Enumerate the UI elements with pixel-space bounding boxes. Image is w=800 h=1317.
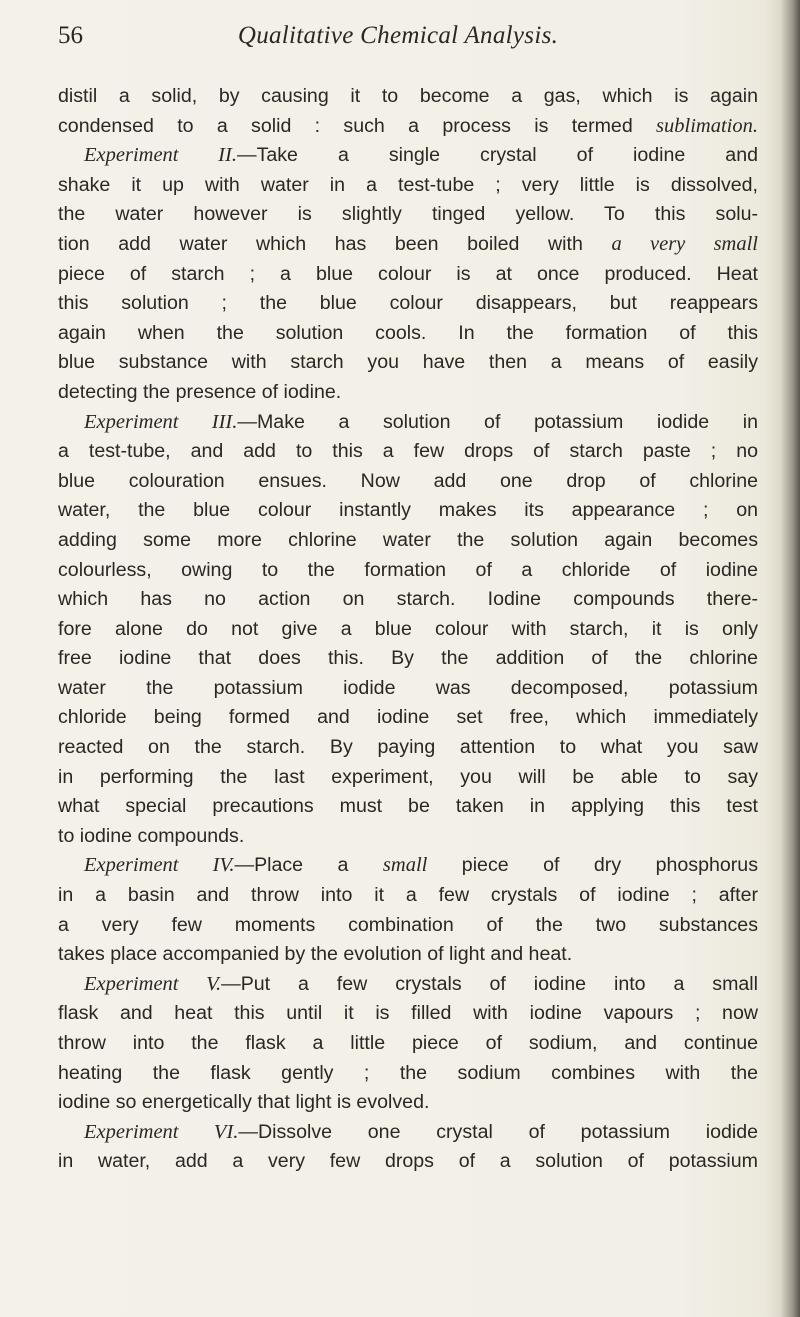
text-segment: again when the solution cools. In the formation of this — [58, 321, 758, 344]
text-line — [58, 1147, 758, 1177]
text-line — [58, 615, 758, 645]
italic-text: small — [382, 854, 428, 877]
text-line — [58, 141, 758, 171]
text-segment: adding some more chlorine water the solution again becomes — [58, 528, 758, 551]
text-segment: heating the flask gently ; the sodium combines with the — [58, 1061, 758, 1084]
italic-text: a very small — [611, 232, 758, 255]
text-line — [58, 171, 758, 201]
italic-text: Experiment IV. — [84, 854, 235, 877]
text-line — [58, 1118, 758, 1148]
text-segment: flask and heat this until it is filled with iodine vapours ; now — [58, 1002, 758, 1025]
text-line — [58, 970, 758, 1000]
page-header — [58, 22, 738, 62]
text-line — [58, 703, 758, 733]
text-segment: chloride being formed and iodine set free, which immediately — [58, 706, 758, 729]
text-line — [58, 437, 758, 467]
text-segment: takes place accompanied by the evolution of light and heat. — [58, 943, 573, 966]
text-segment: water the potassium iodide was decomposed, potassium — [58, 676, 758, 699]
text-line — [58, 289, 758, 319]
text-line — [58, 496, 758, 526]
text-segment: throw into the flask a little piece of sodium, and continue — [58, 1032, 758, 1054]
text-line — [58, 792, 758, 822]
page-gutter-shadow — [764, 0, 800, 1317]
italic-text: Experiment VI. — [84, 1120, 239, 1143]
text-segment: tion add water which has been boiled with — [58, 232, 612, 255]
text-segment: —Dissolve one crystal of potassium iodide — [238, 1120, 759, 1143]
text-segment: a very few moments combination of the two substances — [58, 913, 758, 936]
text-line — [58, 644, 758, 674]
text-line — [58, 319, 758, 349]
text-line — [58, 378, 758, 408]
text-segment: detecting the presence of iodine. — [58, 380, 342, 403]
text-line — [58, 822, 758, 852]
text-line — [58, 112, 758, 142]
text-line — [58, 260, 758, 290]
text-segment: iodine so energetically that light is evolved. — [58, 1091, 430, 1114]
text-line — [58, 526, 758, 556]
text-segment: what special precautions must be taken in applying this test — [58, 795, 758, 818]
text-segment: this solution ; the blue colour disappears, but reappears — [58, 292, 758, 315]
text-segment: —Put a few crystals of iodine into a small — [221, 972, 758, 995]
text-segment: the water however is slightly tinged yellow. To this solu- — [58, 203, 758, 226]
running-title: Qualitative Chemical Analysis. — [237, 22, 559, 49]
italic-text: Experiment III. — [84, 410, 238, 433]
text-segment: free iodine that does this. By the addition of the chlorine — [58, 647, 758, 670]
italic-text: Experiment II. — [84, 144, 237, 167]
text-segment: a test-tube, and add to this a few drops of starch paste ; no — [58, 440, 758, 463]
text-line — [58, 1088, 758, 1118]
text-line — [58, 348, 758, 378]
text-line — [58, 200, 758, 230]
body-text — [58, 82, 758, 1177]
text-line — [58, 585, 758, 615]
text-line — [58, 408, 758, 438]
text-line — [58, 881, 758, 911]
text-segment: condensed to a solid : such a process is termed — [58, 114, 657, 137]
italic-text: Experiment V. — [84, 972, 222, 995]
text-segment: in water, add a very few drops of a solution of potassium — [58, 1150, 758, 1173]
text-segment: —Take a single crystal of iodine and — [236, 144, 759, 167]
italic-text: sublimation. — [656, 114, 758, 137]
text-segment: piece of dry phosphorus — [427, 854, 758, 877]
text-line — [58, 911, 758, 941]
page-number: 56 — [58, 22, 83, 49]
text-line — [58, 1059, 758, 1089]
text-segment: —Make a solution of potassium iodide in — [237, 410, 758, 433]
text-line — [58, 733, 758, 763]
text-line — [58, 674, 758, 704]
text-line — [58, 230, 758, 260]
text-segment: which has no action on starch. Iodine compounds there- — [58, 588, 758, 611]
text-line — [58, 763, 758, 793]
text-segment: colourless, owing to the formation of a chloride of iodine — [58, 558, 758, 581]
text-line — [58, 851, 758, 881]
text-segment: in a basin and throw into it a few crystals of iodine ; after — [58, 884, 758, 907]
text-segment: —Place a — [234, 854, 383, 877]
text-segment: shake it up with water in a test-tube ; very little is dissolved, — [58, 173, 758, 196]
text-line — [58, 1029, 758, 1059]
text-segment: fore alone do not give a blue colour with starch, it is only — [58, 617, 758, 640]
text-line — [58, 999, 758, 1029]
text-segment: blue substance with starch you have then a means of easily — [58, 351, 758, 374]
text-line — [58, 82, 758, 112]
text-segment: piece of starch ; a blue colour is at once produced. Heat — [58, 262, 758, 285]
text-segment: distil a solid, by causing it to become a gas, which is again — [58, 85, 758, 107]
text-line — [58, 940, 758, 970]
text-segment: reacted on the starch. By paying attention to what you saw — [58, 736, 758, 759]
text-segment: blue colouration ensues. Now add one drop of chlorine — [58, 469, 758, 492]
text-segment: water, the blue colour instantly makes its appearance ; on — [58, 499, 758, 522]
text-segment: in performing the last experiment, you will be able to say — [58, 765, 758, 788]
text-line — [58, 467, 758, 497]
text-line — [58, 556, 758, 586]
text-segment: to iodine compounds. — [58, 824, 245, 847]
